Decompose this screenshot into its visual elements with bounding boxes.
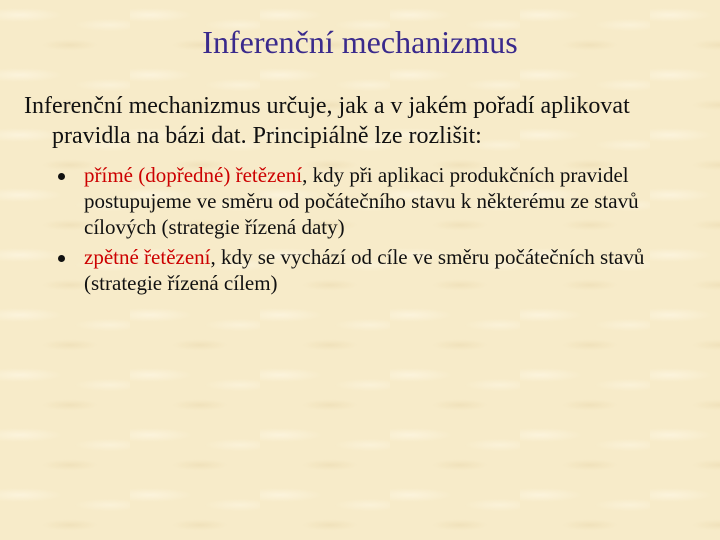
list-item bbox=[58, 162, 698, 240]
slide-title: Inferenční mechanizmus bbox=[202, 24, 518, 60]
intro-paragraph: Inferenční mechanizmus určuje, jak a v jakém pořadí aplikovat pravidla na bázi dat. Principiálně lze rozlišit: bbox=[24, 93, 630, 149]
bullet-text: , kdy při aplikaci produkčních pravidel postupujeme ve směru od počátečního stavu k některému ze stavů cílových (strategie řízená daty) bbox=[84, 163, 639, 239]
list-item bbox=[58, 244, 698, 296]
term-forward-chaining: přímé (dopředné) řetězení bbox=[84, 163, 303, 187]
term-backward-chaining: zpětné řetězení bbox=[84, 245, 211, 269]
bullet-icon bbox=[58, 255, 65, 262]
bullet-list bbox=[58, 162, 698, 300]
bullet-text: , kdy se vychází od cíle ve směru počátečních stavů (strategie řízená cílem) bbox=[84, 245, 645, 295]
bullet-icon bbox=[58, 173, 65, 180]
